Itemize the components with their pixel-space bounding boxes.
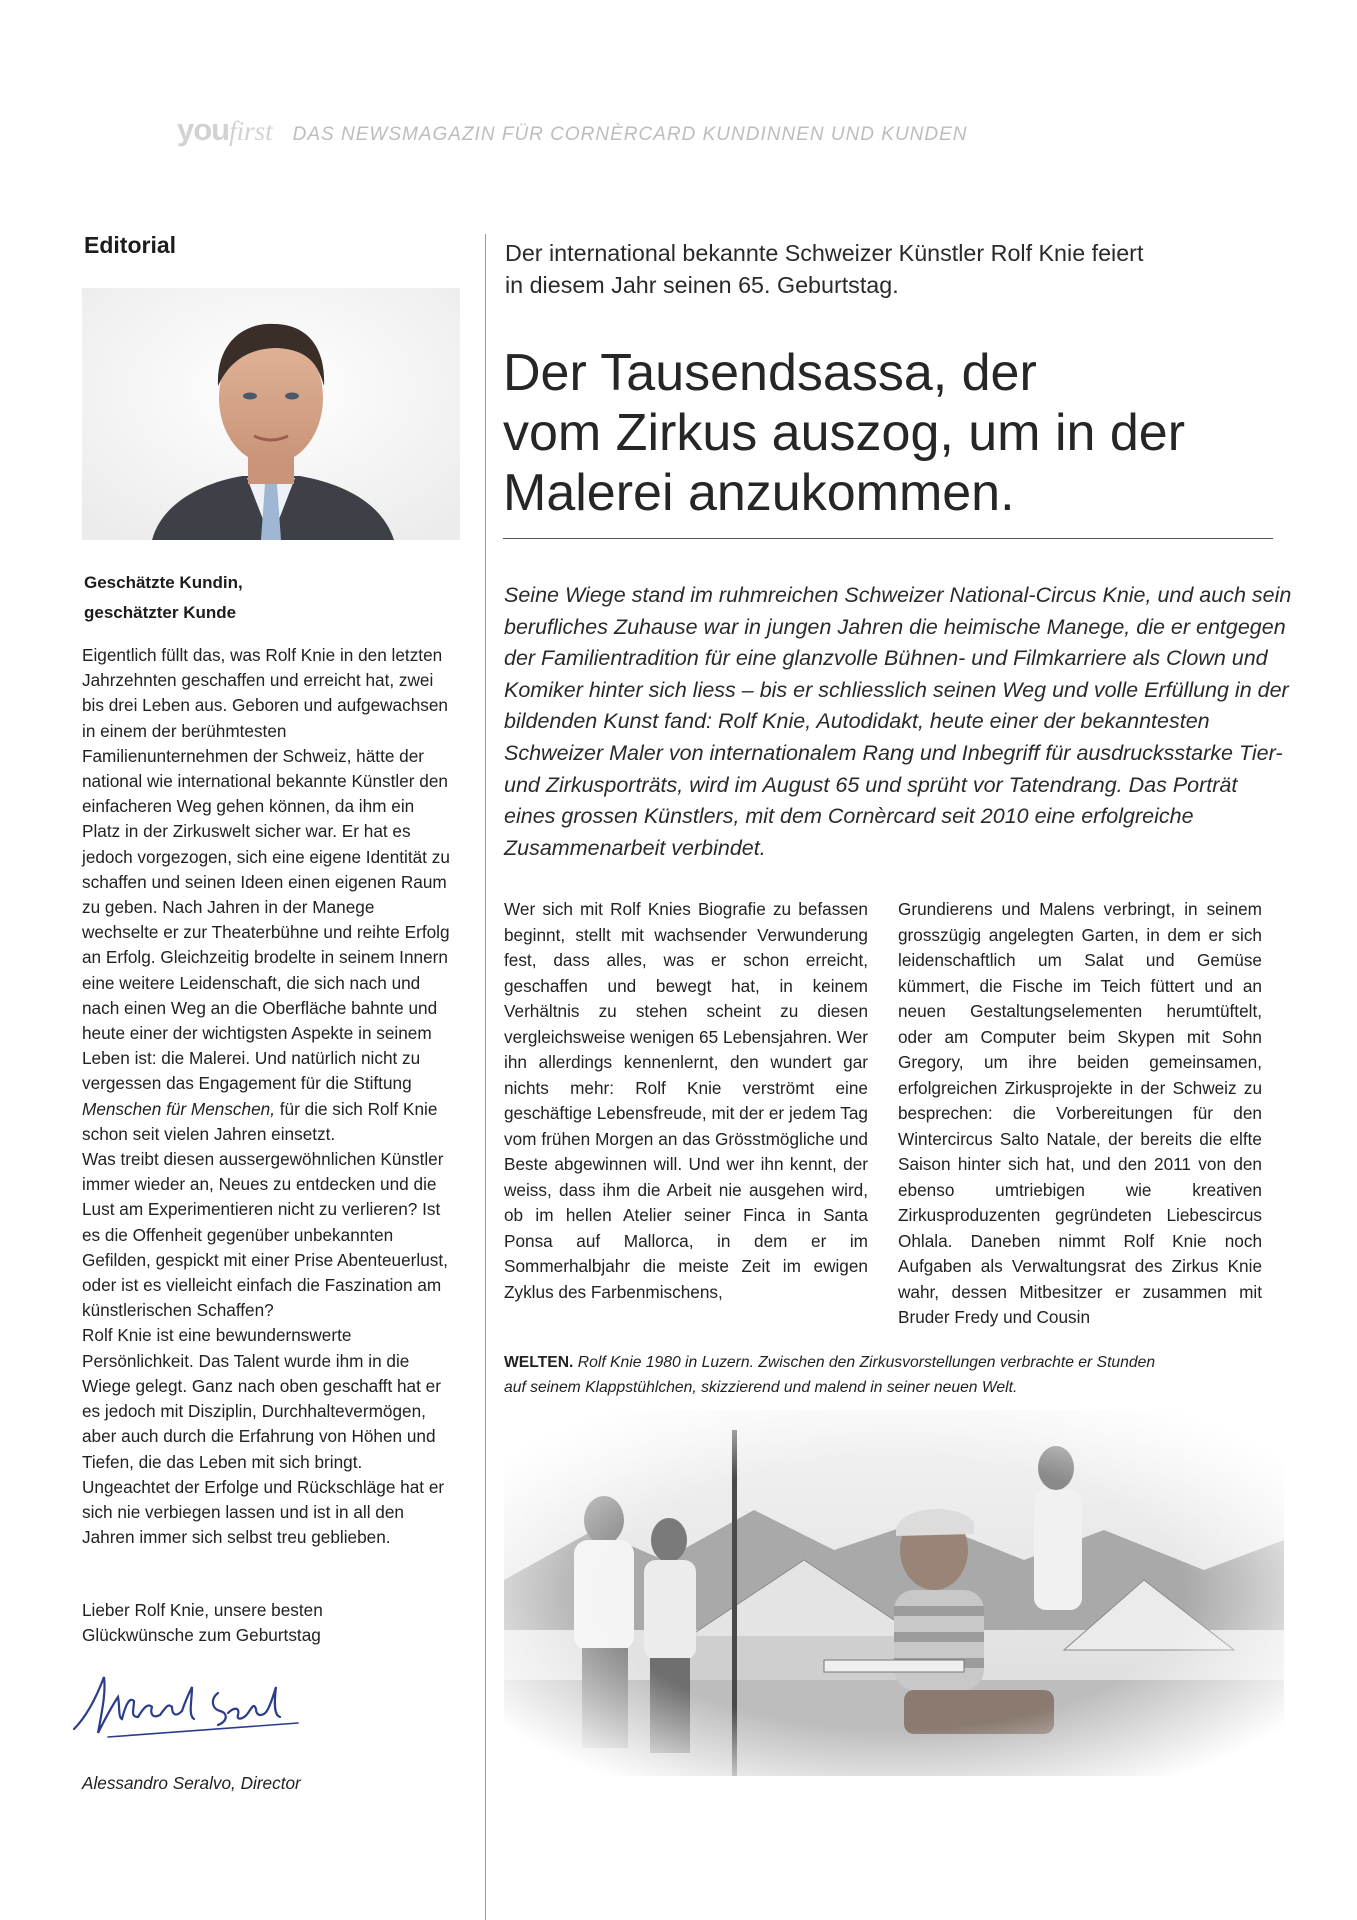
editorial-body xyxy=(82,643,452,1550)
column-1-text: Wer sich mit Rolf Knies Biografie zu befassen beginnt, stellt mit wachsender Verwunderung fest, dass alles, was er schon erreicht, geschaffen und bewegt hat, in keinem Verhältnis zu stehen scheint zu diesen vergleichsweise wenigen 65 Lebensjahren. Wer ihn allerdings kennenlernt, den wundert gar nichts mehr: Rolf Knie verströmt eine geschäftige Lebensfreude, mit der er jedem Tag vom frühen Morgen an das Grösstmögliche und Beste abgewinnen will. Und wer ihn kennt, der weiss, dass ihm die Arbeit nie ausgehen wird, ob im hellen Atelier seiner Finca in Santa Ponsa auf Mallorca, in dem er im Sommerhalbjahr die meiste Zeit im ewigen Zyklus des Farbenmischens, xyxy=(504,899,868,1302)
closing-line-2: Glückwünsche zum Geburtstag xyxy=(82,1625,321,1646)
editorial-paragraph-2: Was treibt diesen aussergewöhnlichen Künstler immer wieder an, Neues zu entdecken und die Lust am Experimentieren nicht zu verlieren? Ist es die Offenheit gegenüber unbekannten Gefilden, gespickt mit einer Prise Abenteuerlust, oder ist es vielleicht einfach die Faszination am künstlerischen Schaffen? xyxy=(82,1149,448,1321)
article-column-2 xyxy=(898,897,1262,1331)
logo-you: you xyxy=(177,112,230,147)
kicker-line-1: Der international bekannte Schweizer Künstler Rolf Knie feiert xyxy=(505,240,1144,266)
headline-line-2: vom Zirkus auszog, um in der xyxy=(503,404,1186,462)
kicker-line-2: in diesem Jahr seinen 65. Geburtstag. xyxy=(505,272,899,298)
headline-line-1: Der Tausendsassa, der xyxy=(503,344,1037,402)
greeting-line-2: geschätzter Kunde xyxy=(84,603,237,622)
foundation-name: Menschen für Menschen, xyxy=(82,1098,275,1119)
closing-line-1: Lieber Rolf Knie, unsere besten xyxy=(82,1600,323,1620)
editorial-p1-b: für die sich Rolf Knie schon seit vielen Jahren einsetzt. xyxy=(82,1098,438,1144)
column-divider xyxy=(485,234,486,1920)
column-2-text: Grundierens und Malens verbringt, in seinem grosszügig angelegten Garten, in dem er sich leidenschaftlich um Salat und Gemüse kümmert, die Fische im Teich füttert und an neuen Gestaltungselementen herumtüftelt, oder am Computer beim Skypen mit Sohn Gregory, um ihre beiden gemeinsamen, erfolgreichen Zirkusprojekte in der Schweiz zu besprechen: die Vorbereitungen für den Wintercircus Salto Natale, der bereits die elfte Saison hinter sich hat, und den 2011 von den ebenso umtriebigen wie kreativen Zirkusproduzenten gegründeten Liebescircus Ohlala. Daneben nimmt Rolf Knie noch Aufgaben als Verwaltungsrat des Zirkus Knie wahr, dessen Mitbesitzer er zusammen mit Bruder Fredy und Cousin xyxy=(898,899,1262,1327)
headline-line-3: Malerei anzukommen. xyxy=(503,464,1015,522)
caption-line-2: auf seinem Klappstühlchen, skizzierend und malend in seiner neuen Welt. xyxy=(504,1379,1018,1396)
article-lead xyxy=(504,580,1294,864)
editorial-paragraph-1 xyxy=(82,643,452,1147)
editorial-heading: Editorial xyxy=(84,232,177,258)
article-kicker xyxy=(505,237,1245,301)
caption-label: WELTEN. xyxy=(504,1354,574,1371)
article-headline xyxy=(503,343,1283,523)
headline-rule xyxy=(503,538,1273,539)
closing-wishes xyxy=(82,1598,452,1648)
greeting-line-1: Geschätzte Kundin, xyxy=(84,573,243,592)
logo-first: first xyxy=(229,116,273,146)
signature-icon xyxy=(68,1663,308,1751)
masthead xyxy=(177,112,968,147)
circus-photo xyxy=(504,1410,1284,1776)
editorial-paragraph-3: Rolf Knie ist eine bewundernswerte Persönlichkeit. Das Talent wurde ihm in die Wiege gelegt. Ganz nach oben geschafft hat er es jedoch mit Disziplin, Durchhaltevermögen, aber auch durch die Erfahrung von Höhen und Tiefen, die das Leben mit sich bringt. Ungeachtet der Erfolge und Rückschläge hat er sich nie verbiegen lassen und ist in all den Jahren immer sich selbst treu geblieben. xyxy=(82,1325,445,1548)
caption-line-1: Rolf Knie 1980 in Luzern. Zwischen den Zirkusvorstellungen verbrachte er Stunden xyxy=(573,1354,1156,1371)
signature-caption: Alessandro Seralvo, Director xyxy=(82,1773,301,1793)
portrait-photo xyxy=(82,288,460,540)
greeting xyxy=(84,568,454,628)
masthead-tagline: DAS NEWSMAGAZIN FÜR CORNÈRCARD KUNDINNEN UND KUNDEN xyxy=(292,124,968,145)
photo-caption xyxy=(504,1350,1284,1400)
article-column-1 xyxy=(504,897,868,1305)
lead-text: Seine Wiege stand im ruhmreichen Schweizer National-Circus Knie, und auch sein berufliches Zuhause war in jungen Jahren die heimische Manege, die er entgegen der Familientradition für eine glanzvolle Bühnen- und Filmkarriere als Clown und Komiker hinter sich liess – bis er schliesslich seinen Weg und volle Erfüllung in der bildenden Kunst fand: Rolf Knie, Autodidakt, heute einer der bekanntesten Schweizer Maler von internationalem Rang und Inbegriff für ausdrucksstarke Tier- und Zirkusporträts, wird im August 65 und sprüht vor Tatendrang. Das Porträt eines grossen Künstlers, mit dem Cornèrcard seit 2010 eine erfolgreiche Zusammenarbeit verbindet. xyxy=(504,583,1292,860)
editorial-p1-a: Eigentlich füllt das, was Rolf Knie in den letzten Jahrzehnten geschaffen und erreicht hat, zwei bis drei Leben aus. Geboren und aufgewachsen in einem der berühmtesten Familienunternehmen der Schweiz, hätte der national wie international bekannte Künstler den einfacheren Weg gehen können, da ihm ein Platz in der Zirkuswelt sicher war. Er hat es jedoch vorgezogen, sich eine eigene Identität zu schaffen und seinen Ideen einen eigenen Raum zu geben. Nach Jahren in der Manege wechselte er zur Theaterbühne und reihte Erfolg an Erfolg. Gleichzeitig brodelte in seinem Innern eine weitere Leidenschaft, die sich nach und nach einen Weg an die Oberfläche bahnte und heute einer der wichtigsten Aspekte in seinem Leben ist: die Malerei. Und natürlich nicht zu vergessen das Engagement für die Stiftung xyxy=(82,645,450,1094)
